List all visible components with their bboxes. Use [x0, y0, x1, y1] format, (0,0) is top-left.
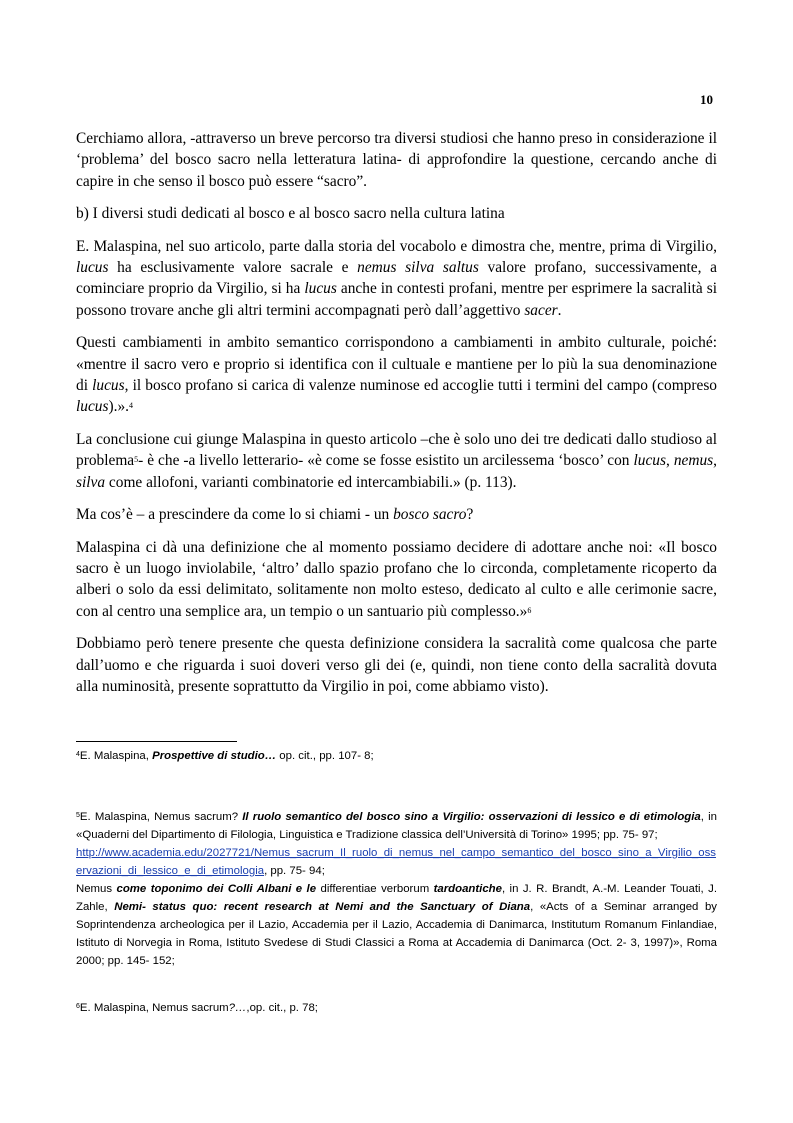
text-span: , in «Quaderni del Dipartimento di Filologia, Linguistica e Tradizione classica dell’Università di Torino» 1995; pp. 75- 97;	[76, 811, 717, 841]
text-span: Malaspina ci dà una definizione che al momento possiamo decidere di adottare anche noi: «Il bosco sacro è un luogo inviolabile, ‘altro’ dallo spazio profano che lo circonda, completamente ricoperto da alberi o solo da essi delimitato, solitamente non molto esteso, dedicato al culto e alle cerimonie sacre, con al centro una semplice ara, un tempio o un santuario più complesso.»	[76, 538, 717, 620]
term-lucus: lucus	[633, 452, 666, 470]
term-lucus: lucus	[92, 377, 125, 395]
footnote-number: 6	[76, 1003, 80, 1010]
text-span: op. cit., pp. 107- 8;	[276, 750, 374, 762]
text-span: ,op. cit., p. 78;	[246, 1002, 318, 1014]
term-nemus: nemus	[673, 452, 714, 470]
text-span: anche in contesti profani, mentre per esprimere la sacralità si possono trovare anche gli altri termini accompagnati però dall’aggettivo	[76, 280, 717, 319]
text-span: - è che -a livello letterario- «è come se fosse esistito un arcilessema ‘bosco’ con	[138, 452, 634, 470]
text-span: La conclusione cui giunge Malaspina in questo articolo –che è solo uno dei tre dedicati dallo studioso al problema	[76, 430, 717, 470]
text-span: differentiae verborum	[316, 883, 434, 895]
text-span: E. Malaspina, Nemus sacrum?	[79, 811, 243, 823]
main-text	[76, 128, 717, 708]
text-span: E. Malaspina, nel suo articolo, parte dalla storia del vocabolo e dimostra che, mentre, prima di Virgilio,	[76, 237, 717, 255]
page-number: 10	[700, 92, 713, 107]
footnote-number: 4	[76, 751, 80, 758]
footnote-6	[76, 999, 717, 1017]
academia-link[interactable]: http://www.academia.edu/2027721/Nemus_sacrum_Il_ruolo_di_nemus_nel_campo_semantico_del_bosco_sino_a_Virgilio_osservazioni_di_lessico_e_di_etimologia	[76, 847, 716, 877]
paragraph-closing: Dobbiamo però tenere presente che questa definizione considera la sacralità come qualcosa che parte dall’uomo e che riguarda i suoi doveri verso gli dei (e, quindi, non tiene conto della sacralità dovuta alla numinosità, presente soprattutto da Virgilio in poi, come abbiamo visto).	[76, 635, 717, 695]
footnote-number: 5	[76, 812, 80, 819]
paragraph-malaspina-article	[76, 236, 717, 322]
title-span: tardoantiche	[433, 883, 502, 895]
paragraph-definition	[76, 537, 717, 623]
title-span: Il ruolo semantico del bosco sino a Virgilio: osservazioni di lessico e di etimologia	[242, 811, 701, 823]
term-sacer: sacer	[524, 301, 558, 319]
text-span: come allofoni, varianti combinatorie ed intercambiabili.» (p. 113).	[105, 473, 517, 491]
term-lucus: lucus	[76, 259, 109, 277]
text-span: ha esclusivamente valore sacrale e	[108, 259, 358, 277]
text-span: , «Acts of a Seminar arranged by Soprintendenza archeologica per il Lazio, Accademia per il Lazio, Accademia di Danimarca, Institutum Romanum Finlandiae, Istituto di Norvegia in Roma, Istituto Svedese di Studi Classici a Roma at Accademia di Danimarca (Oct. 2- 3, 1997)», Roma 2000; pp. 145- 152;	[76, 901, 717, 967]
text-span: Nemus	[76, 883, 117, 895]
paragraph-intro: Cerchiamo allora, -attraverso un breve percorso tra diversi studiosi che hanno preso in considerazione il ‘problema’ del bosco sacro nella letteratura latina- di approfondire la questione, cercando anche di capire in che senso il bosco può essere “sacro”.	[76, 130, 717, 190]
text-span: , pp. 75- 94;	[264, 865, 325, 877]
term-bosco-sacro: bosco sacro	[393, 506, 467, 524]
title-span: ?…	[228, 1002, 247, 1014]
title-span: Nemi- status quo: recent research at Nemi and the Sanctuary of Diana	[114, 901, 531, 913]
term-nemus-silva-saltus: nemus silva saltus	[357, 259, 479, 277]
text-span: , il bosco profano si carica di valenze numinose ed accoglie tutti i termini del campo (compreso	[124, 377, 717, 395]
text-span: ,	[665, 452, 674, 470]
title-span: come toponimo dei Colli Albani e le	[116, 883, 317, 895]
footnote-ref-4[interactable]: 4	[129, 401, 134, 411]
text-span: ,	[713, 452, 717, 470]
term-lucus: lucus	[76, 398, 109, 416]
title-span: Prospettive di studio…	[152, 750, 277, 762]
footnote-5	[76, 808, 717, 970]
term-lucus: lucus	[304, 280, 337, 298]
text-span: Questi cambiamenti in ambito semantico corrispondono a cambiamenti in ambito culturale, poiché: «mentre il sacro vero e proprio si identifica con il cultuale e mantiene per lo più la sua denominazione di	[76, 334, 717, 395]
footnote-4	[76, 747, 717, 765]
text-span: Ma cos’è – a prescindere da come lo si chiami - un	[76, 506, 394, 524]
text-span: ).».	[108, 398, 130, 416]
footnote-separator	[76, 741, 237, 742]
footnote-ref-6[interactable]: 6	[527, 605, 532, 615]
text-span: , in J. R. Brandt, A.-M. Leander Touati, J. Zahle,	[76, 883, 717, 913]
paragraph-question	[76, 504, 717, 525]
text-span: .	[557, 301, 562, 319]
text-span: E. Malaspina, Nemus sacrum	[79, 1002, 229, 1014]
section-heading: b) I diversi studi dedicati al bosco e al bosco sacro nella cultura latina	[76, 205, 505, 223]
text-span: valore profano, successivamente, a cominciare proprio da Virgilio, si ha	[76, 259, 717, 298]
paragraph-conclusion	[76, 429, 717, 493]
paragraph-semantic-changes	[76, 332, 717, 418]
term-silva: silva	[76, 473, 106, 491]
footnote-ref-5[interactable]: 5	[134, 455, 139, 465]
text-span: ?	[466, 506, 474, 524]
text-span: E. Malaspina,	[79, 750, 153, 762]
